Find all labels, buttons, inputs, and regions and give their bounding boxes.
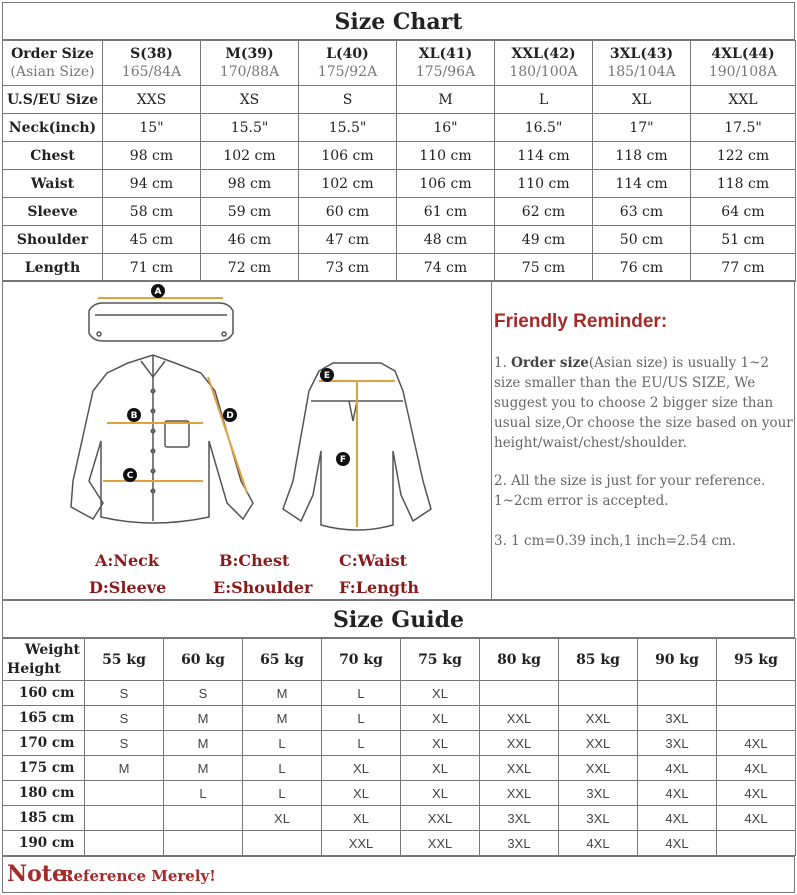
size-guide-cell: [717, 831, 796, 856]
height-label-cell: 160 cm: [3, 681, 85, 706]
size-chart-cell: 73 cm: [299, 254, 397, 282]
size-guide-cell: 4XL: [717, 806, 796, 831]
size-guide-cell: XL: [322, 756, 401, 781]
weight-column-header: 95 kg: [717, 639, 796, 681]
size-guide-header-row: [3, 639, 796, 681]
size-guide-cell: L: [164, 781, 243, 806]
size-guide-cell: [480, 681, 559, 706]
size-guide-cell: [559, 681, 638, 706]
size-guide-row: [3, 806, 796, 831]
size-chart-row: [3, 198, 796, 226]
size-chart-cell: XS: [201, 86, 299, 114]
legend-shoulder: E:Shoulder: [213, 578, 313, 597]
friendly-reminder: [492, 281, 796, 599]
size-guide-cell: XL: [401, 706, 480, 731]
row-label: Length: [3, 254, 103, 282]
size-guide-cell: XXL: [559, 731, 638, 756]
size-chart-cell: 72 cm: [201, 254, 299, 282]
size-chart-cell: 17.5": [691, 114, 796, 142]
row-label: Neck(inch): [3, 114, 103, 142]
size-column-header: S(38) 165/84A: [103, 41, 201, 86]
size-chart-cell: S: [299, 86, 397, 114]
marker-b: B: [130, 411, 138, 421]
order-size-header: Order Size (Asian Size): [3, 41, 103, 86]
size-guide-row: [3, 731, 796, 756]
size-guide-cell: [243, 831, 322, 856]
size-chart-cell: 63 cm: [593, 198, 691, 226]
marker-e: E: [323, 371, 331, 381]
size-guide-cell: 4XL: [717, 781, 796, 806]
shirt-diagram: [3, 281, 491, 599]
note-label: Note:: [7, 861, 75, 887]
row-label: Shoulder: [3, 226, 103, 254]
size-guide-cell: XXL: [480, 781, 559, 806]
legend-chest: B:Chest: [219, 551, 290, 570]
marker-c: C: [126, 471, 134, 481]
size-chart-cell: 114 cm: [495, 142, 593, 170]
size-guide-cell: L: [322, 706, 401, 731]
size-column-header: 3XL(43) 185/104A: [593, 41, 691, 86]
size-guide-row: [3, 781, 796, 806]
size-guide-cell: M: [164, 706, 243, 731]
size-guide-cell: XXL: [559, 706, 638, 731]
size-guide-cell: 4XL: [638, 781, 717, 806]
size-chart-cell: 118 cm: [691, 170, 796, 198]
size-chart-row: [3, 254, 796, 282]
legend-neck: A:Neck: [95, 551, 159, 570]
size-guide-cell: XXL: [559, 756, 638, 781]
size-guide-cell: XXL: [480, 706, 559, 731]
size-guide-row: [3, 681, 796, 706]
size-guide-row: [3, 706, 796, 731]
size-guide-cell: 3XL: [559, 806, 638, 831]
size-chart-cell: 74 cm: [397, 254, 495, 282]
size-guide-cell: S: [164, 681, 243, 706]
size-chart-cell: 110 cm: [397, 142, 495, 170]
size-guide-cell: [164, 831, 243, 856]
size-chart-cell: 77 cm: [691, 254, 796, 282]
weight-column-header: 60 kg: [164, 639, 243, 681]
row-label: Sleeve: [3, 198, 103, 226]
size-guide-cell: M: [164, 756, 243, 781]
size-guide-cell: XL: [401, 756, 480, 781]
size-chart-cell: 15": [103, 114, 201, 142]
size-chart-cell: 114 cm: [593, 170, 691, 198]
size-chart-cell: 48 cm: [397, 226, 495, 254]
weight-column-header: 70 kg: [322, 639, 401, 681]
size-guide-cell: 4XL: [717, 731, 796, 756]
weight-column-header: 85 kg: [559, 639, 638, 681]
size-column-header: XXL(42) 180/100A: [495, 41, 593, 86]
size-column-header: M(39) 170/88A: [201, 41, 299, 86]
shirt-diagram-svg: [3, 281, 491, 551]
size-chart-cell: M: [397, 86, 495, 114]
size-chart-row: [3, 142, 796, 170]
size-chart-header-row: [3, 41, 796, 86]
size-guide-cell: XXL: [480, 756, 559, 781]
legend-waist: C:Waist: [339, 551, 408, 570]
size-guide-cell: M: [243, 681, 322, 706]
note-text: Reference Merely!: [61, 867, 216, 885]
back-shirt-illustration: [283, 363, 431, 530]
height-label-cell: 180 cm: [3, 781, 85, 806]
size-guide-cell: L: [322, 731, 401, 756]
size-guide-cell: [85, 781, 164, 806]
size-guide-row: [3, 831, 796, 856]
size-chart-cell: 47 cm: [299, 226, 397, 254]
height-label: Height: [7, 661, 61, 677]
weight-label: Weight: [24, 642, 80, 658]
size-guide-cell: L: [243, 781, 322, 806]
weight-height-corner: [3, 639, 85, 681]
size-guide-cell: 3XL: [480, 806, 559, 831]
size-chart-row: [3, 86, 796, 114]
reminder-point-3: 3. 1 cm=0.39 inch,1 inch=2.54 cm.: [494, 533, 737, 549]
marker-f: F: [339, 455, 347, 465]
size-guide-cell: [717, 706, 796, 731]
row-label: U.S/EU Size: [3, 86, 103, 114]
size-guide-cell: 4XL: [559, 831, 638, 856]
size-chart-cell: 110 cm: [495, 170, 593, 198]
size-chart-cell: 59 cm: [201, 198, 299, 226]
reminder-title: Friendly Reminder:: [494, 311, 668, 332]
reminder-point-2: 2. All the size is just for your reference. 1~2cm error is accepted.: [494, 473, 766, 509]
size-guide-cell: L: [243, 731, 322, 756]
height-label-cell: 175 cm: [3, 756, 85, 781]
size-guide-table: [2, 638, 796, 856]
size-chart-cell: 49 cm: [495, 226, 593, 254]
weight-column-header: 65 kg: [243, 639, 322, 681]
size-chart-cell: 102 cm: [201, 142, 299, 170]
size-guide-cell: L: [243, 756, 322, 781]
size-chart-cell: 45 cm: [103, 226, 201, 254]
size-chart-cell: 58 cm: [103, 198, 201, 226]
size-chart-cell: 118 cm: [593, 142, 691, 170]
size-chart-cell: 94 cm: [103, 170, 201, 198]
size-guide-cell: XL: [322, 806, 401, 831]
size-column-header: 4XL(44) 190/108A: [691, 41, 796, 86]
size-guide-cell: M: [243, 706, 322, 731]
size-guide-cell: XL: [401, 781, 480, 806]
size-guide-cell: 4XL: [638, 806, 717, 831]
size-column-header: L(40) 175/92A: [299, 41, 397, 86]
size-guide-cell: [638, 681, 717, 706]
size-chart-row: [3, 114, 796, 142]
size-chart-cell: 122 cm: [691, 142, 796, 170]
size-chart-cell: 75 cm: [495, 254, 593, 282]
size-guide-cell: 3XL: [638, 706, 717, 731]
size-guide-cell: [164, 806, 243, 831]
size-chart-cell: 106 cm: [397, 170, 495, 198]
size-chart-cell: XXL: [691, 86, 796, 114]
size-chart-cell: XL: [593, 86, 691, 114]
size-chart-row: [3, 170, 796, 198]
size-chart-cell: 17": [593, 114, 691, 142]
marker-a: A: [154, 287, 162, 297]
size-guide-cell: M: [85, 756, 164, 781]
size-guide-title: Size Guide: [2, 600, 795, 638]
size-guide-cell: XL: [401, 681, 480, 706]
size-chart-cell: 46 cm: [201, 226, 299, 254]
size-chart-cell: 16": [397, 114, 495, 142]
size-guide-cell: 3XL: [480, 831, 559, 856]
size-chart-cell: 60 cm: [299, 198, 397, 226]
note-footer: [2, 856, 795, 893]
size-chart-cell: 62 cm: [495, 198, 593, 226]
size-chart-cell: 15.5": [299, 114, 397, 142]
weight-column-header: 90 kg: [638, 639, 717, 681]
size-chart-title: Size Chart: [2, 2, 795, 40]
legend-length: F:Length: [339, 578, 419, 597]
marker-d: D: [226, 411, 234, 421]
size-guide-cell: 4XL: [638, 756, 717, 781]
height-label-cell: 185 cm: [3, 806, 85, 831]
row-label: Waist: [3, 170, 103, 198]
size-chart-cell: 50 cm: [593, 226, 691, 254]
size-chart-row: [3, 226, 796, 254]
size-chart-cell: 98 cm: [103, 142, 201, 170]
size-chart-cell: 51 cm: [691, 226, 796, 254]
legend-sleeve: D:Sleeve: [89, 578, 167, 597]
size-guide-cell: XL: [243, 806, 322, 831]
size-guide-cell: XXL: [322, 831, 401, 856]
size-guide-cell: [717, 681, 796, 706]
size-guide-cell: 4XL: [638, 831, 717, 856]
size-chart-cell: 106 cm: [299, 142, 397, 170]
height-label-cell: 165 cm: [3, 706, 85, 731]
size-guide-cell: 4XL: [717, 756, 796, 781]
size-chart-cell: L: [495, 86, 593, 114]
size-guide-cell: 3XL: [638, 731, 717, 756]
height-label-cell: 190 cm: [3, 831, 85, 856]
size-chart-cell: XXS: [103, 86, 201, 114]
size-guide-row: [3, 756, 796, 781]
size-chart-cell: 71 cm: [103, 254, 201, 282]
size-chart-cell: 61 cm: [397, 198, 495, 226]
size-guide-cell: [85, 831, 164, 856]
row-label: Chest: [3, 142, 103, 170]
size-guide-cell: S: [85, 731, 164, 756]
size-guide-cell: XXL: [401, 806, 480, 831]
size-guide-cell: [85, 806, 164, 831]
weight-column-header: 75 kg: [401, 639, 480, 681]
front-shirt-illustration: [71, 355, 253, 523]
illustration-section: [2, 280, 795, 600]
size-chart-cell: 98 cm: [201, 170, 299, 198]
size-chart-cell: 64 cm: [691, 198, 796, 226]
reminder-point-1: 1. Order size(Asian size) is usually 1~2 size smaller than the EU/US SIZE, We suggest you to choose 2 bigger size than usual size,Or choose the size based on your height/waist/chest/shoulder.: [494, 355, 793, 451]
size-guide-cell: S: [85, 706, 164, 731]
size-guide-cell: S: [85, 681, 164, 706]
size-guide-cell: XXL: [401, 831, 480, 856]
size-guide-cell: XL: [401, 731, 480, 756]
height-label-cell: 170 cm: [3, 731, 85, 756]
size-column-header: XL(41) 175/96A: [397, 41, 495, 86]
size-guide-cell: XL: [322, 781, 401, 806]
size-guide-cell: L: [322, 681, 401, 706]
size-chart-table: [2, 40, 796, 282]
size-guide-cell: XXL: [480, 731, 559, 756]
size-chart-cell: 15.5": [201, 114, 299, 142]
size-guide-cell: 3XL: [559, 781, 638, 806]
size-chart-cell: 102 cm: [299, 170, 397, 198]
size-chart-cell: 76 cm: [593, 254, 691, 282]
weight-column-header: 55 kg: [85, 639, 164, 681]
weight-column-header: 80 kg: [480, 639, 559, 681]
size-chart-cell: 16.5": [495, 114, 593, 142]
size-guide-cell: M: [164, 731, 243, 756]
